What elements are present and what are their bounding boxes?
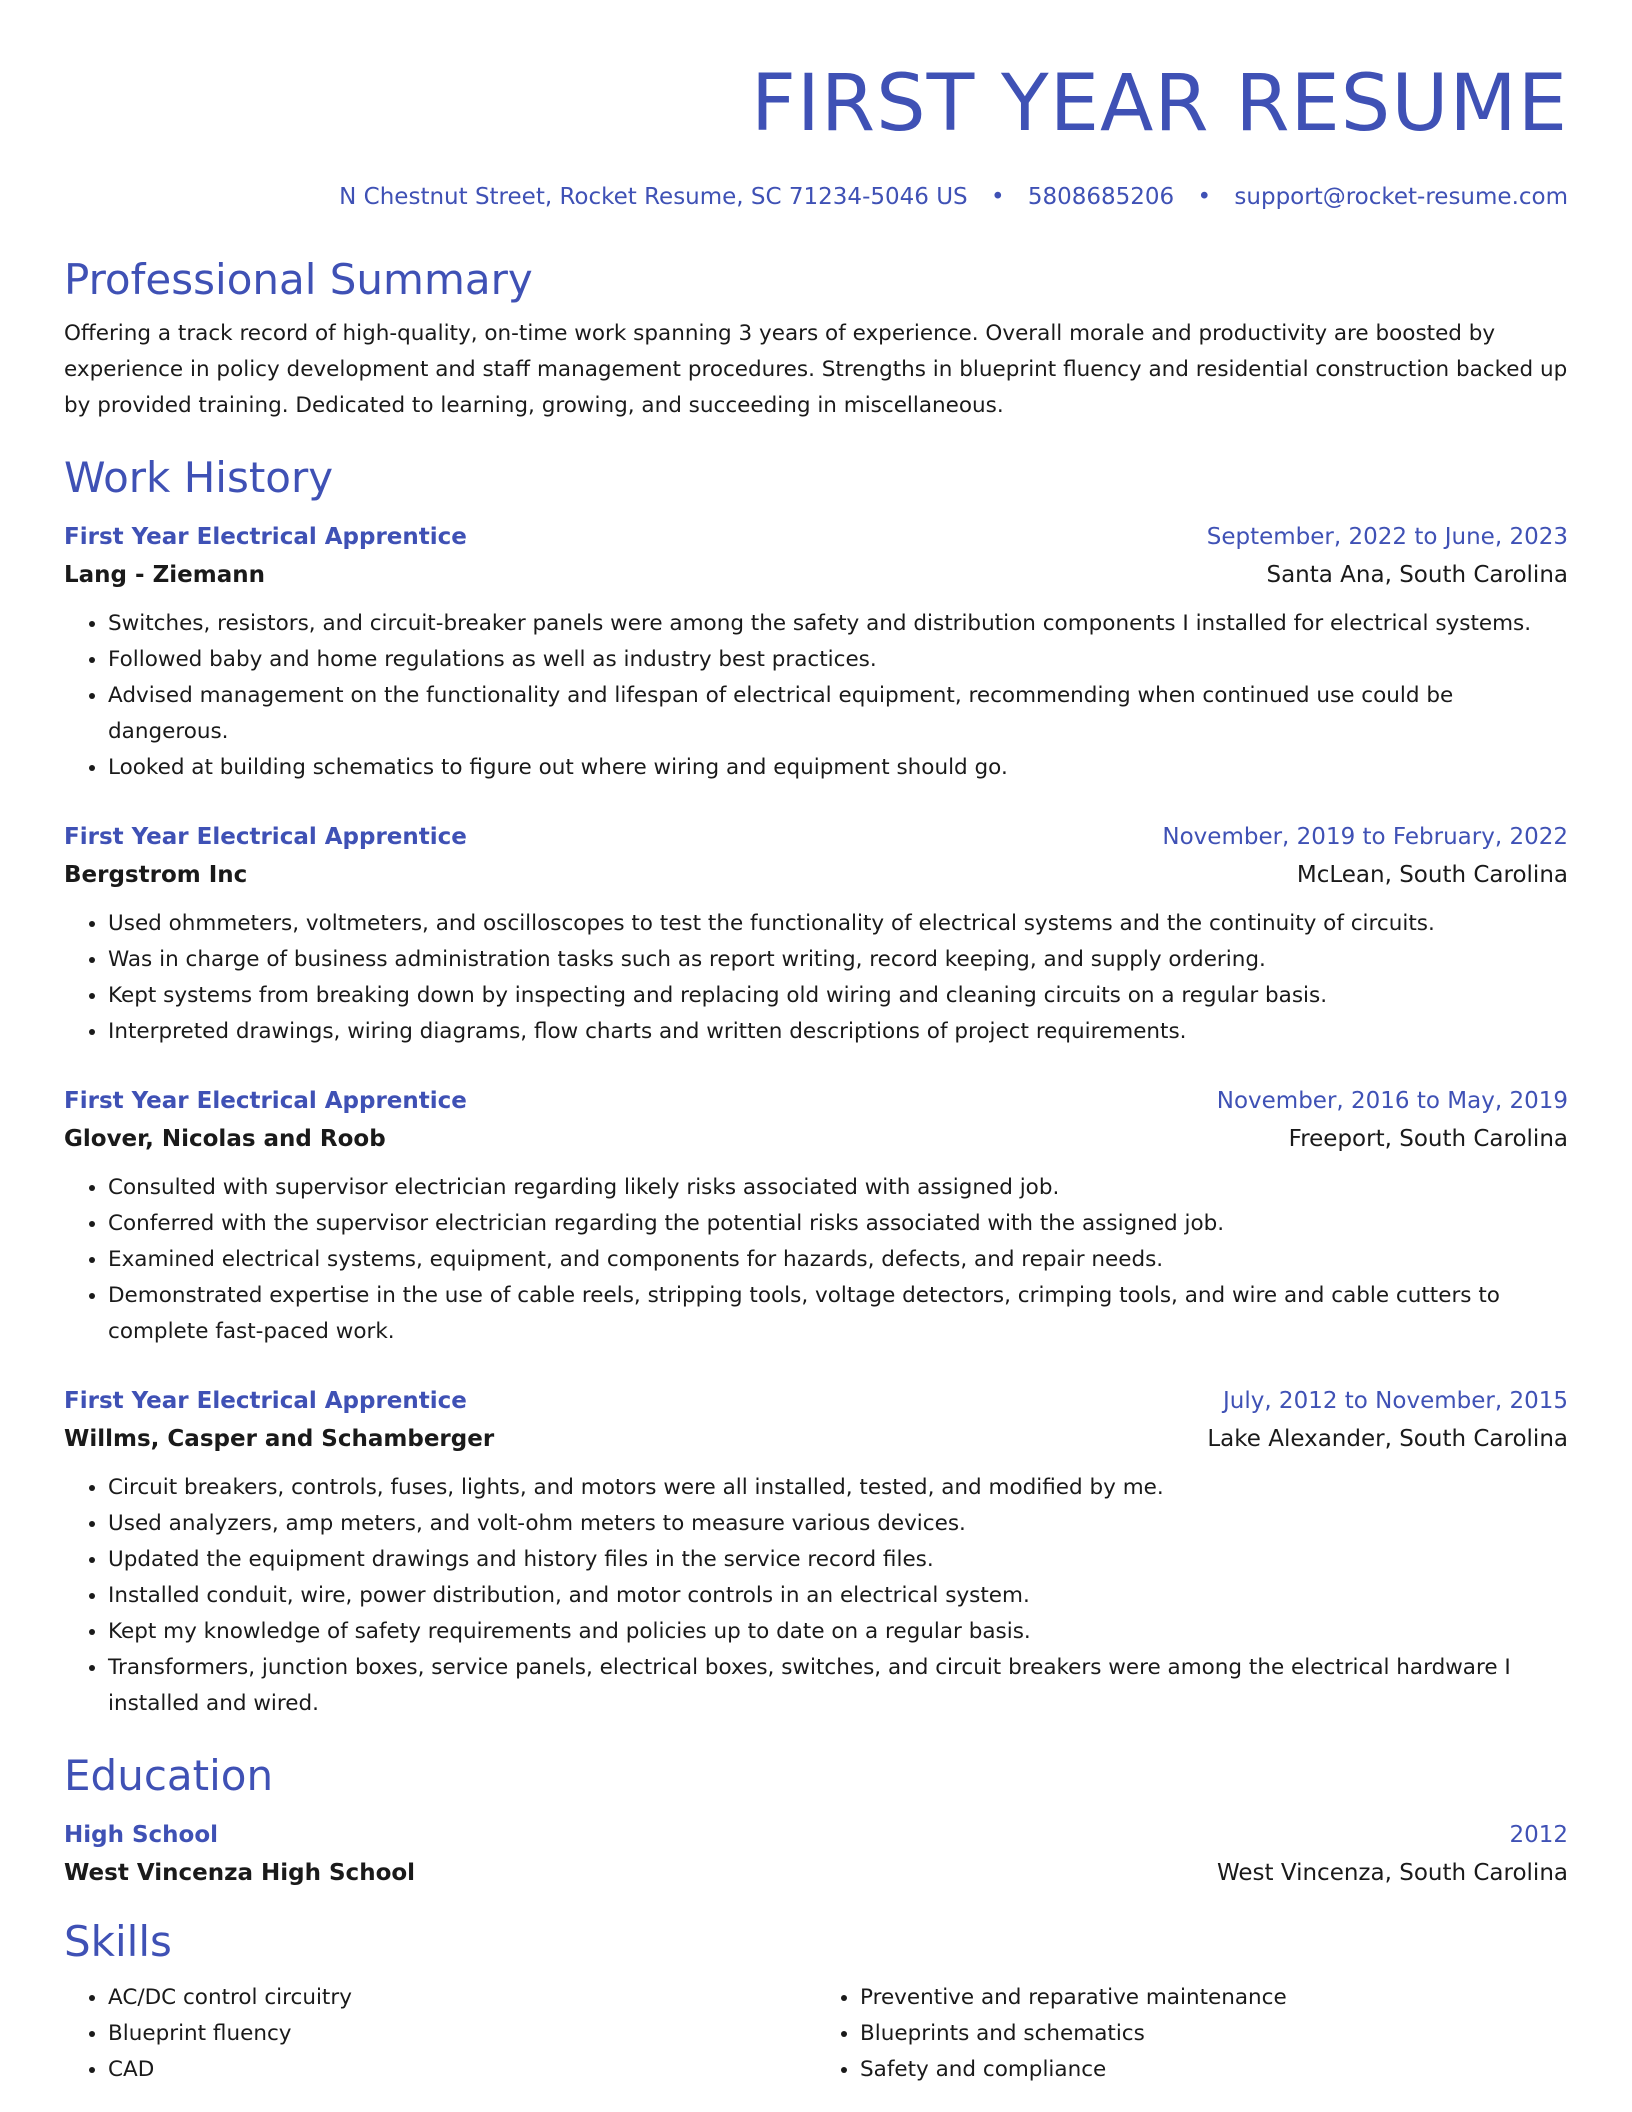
- job-location: Lake Alexander, South Carolina: [1207, 1426, 1568, 1452]
- address: N Chestnut Street, Rocket Resume, SC 71234-5046 US: [339, 184, 968, 210]
- list-item: • Preventive and reparative maintenance: [860, 1980, 1568, 2016]
- list-item: • Kept systems from breaking down by inspecting and replacing old wiring and cleaning circuits on a regular basis.: [108, 978, 1568, 1014]
- list-item: • CAD: [108, 2052, 816, 2088]
- list-item: • Blueprints and schematics: [860, 2016, 1568, 2052]
- job-bullets: [64, 1470, 1568, 1722]
- job-bullets: [64, 1170, 1568, 1350]
- job-entry: [64, 1082, 1568, 1350]
- job-entry: [64, 1382, 1568, 1722]
- section-title-summary: Professional Summary: [64, 255, 533, 304]
- job-company: Glover, Nicolas and Roob: [64, 1126, 386, 1152]
- job-role: First Year Electrical Apprentice: [64, 1388, 467, 1414]
- bullet-separator: •: [1197, 184, 1212, 210]
- list-item: • AC/DC control circuitry: [108, 1980, 816, 2016]
- education-entry: [64, 1816, 1568, 1892]
- bullet-separator: •: [990, 184, 1005, 210]
- list-item: • Circuit breakers, controls, fuses, lights, and motors were all installed, tested, and modified by me.: [108, 1470, 1568, 1506]
- job-bullets: [64, 606, 1568, 786]
- list-item: • Followed baby and home regulations as well as industry best practices.: [108, 642, 1568, 678]
- summary-text: Offering a track record of high-quality, on-time work spanning 3 years of experience. Overall morale and productivity are boosted by experience in policy development and staff management procedures. Strengths in blueprint fluency and residential construction backed up by provided training. Dedicated to learning, growing, and succeeding in miscellaneous.: [64, 321, 1568, 418]
- job-company: Lang - Ziemann: [64, 562, 265, 588]
- education-degree: High School: [64, 1822, 219, 1848]
- job-dates: September, 2022 to June, 2023: [1206, 524, 1568, 550]
- section-title-education: Education: [64, 1751, 274, 1800]
- job-role: First Year Electrical Apprentice: [64, 1088, 467, 1114]
- list-item: • Examined electrical systems, equipment, and components for hazards, defects, and repair needs.: [108, 1242, 1568, 1278]
- list-item: • Kept my knowledge of safety requirements and policies up to date on a regular basis.: [108, 1614, 1568, 1650]
- list-item: • Looked at building schematics to figure out where wiring and equipment should go.: [108, 750, 1568, 786]
- list-item: • Interpreted drawings, wiring diagrams, flow charts and written descriptions of project requirements.: [108, 1014, 1568, 1050]
- email-link[interactable]: support@rocket-resume.com: [1234, 184, 1568, 210]
- job-entry: [64, 818, 1568, 1050]
- list-item: • Safety and compliance: [860, 2052, 1568, 2088]
- job-dates: November, 2019 to February, 2022: [1162, 824, 1568, 850]
- education-school: West Vincenza High School: [64, 1860, 416, 1886]
- job-bullets: [64, 906, 1568, 1050]
- education-year: 2012: [1509, 1822, 1568, 1848]
- education-location: West Vincenza, South Carolina: [1217, 1860, 1568, 1886]
- list-item: • Used analyzers, amp meters, and volt-ohm meters to measure various devices.: [108, 1506, 1568, 1542]
- skills-list: [64, 1980, 1568, 2088]
- job-company: Willms, Casper and Schamberger: [64, 1426, 495, 1452]
- skills-column-left: [64, 1980, 816, 2088]
- job-location: Freeport, South Carolina: [1288, 1126, 1568, 1152]
- list-item: • Demonstrated expertise in the use of cable reels, stripping tools, voltage detectors, crimping tools, and wire and cable cutters to complete fast-paced work.: [108, 1278, 1568, 1350]
- section-title-skills: Skills: [64, 1917, 172, 1966]
- list-item: • Blueprint fluency: [108, 2016, 816, 2052]
- list-item: • Switches, resistors, and circuit-breaker panels were among the safety and distribution components I installed for electrical systems.: [108, 606, 1568, 642]
- list-item: • Used ohmmeters, voltmeters, and oscilloscopes to test the functionality of electrical systems and the continuity of circuits.: [108, 906, 1568, 942]
- list-item: • Advised management on the functionality and lifespan of electrical equipment, recommending when continued use could be dangerous.: [108, 678, 1568, 750]
- job-location: Santa Ana, South Carolina: [1266, 562, 1568, 588]
- job-location: McLean, South Carolina: [1296, 862, 1568, 888]
- resume-title: FIRST YEAR RESUME: [751, 59, 1568, 149]
- list-item: • Was in charge of business administration tasks such as report writing, record keeping, and supply ordering.: [108, 942, 1568, 978]
- list-item: • Updated the equipment drawings and history files in the service record files.: [108, 1542, 1568, 1578]
- job-role: First Year Electrical Apprentice: [64, 824, 467, 850]
- phone: 5808685206: [1027, 184, 1175, 210]
- section-title-work-history: Work History: [64, 453, 334, 502]
- job-role: First Year Electrical Apprentice: [64, 524, 467, 550]
- list-item: • Conferred with the supervisor electrician regarding the potential risks associated with the assigned job.: [108, 1206, 1568, 1242]
- job-dates: July, 2012 to November, 2015: [1222, 1388, 1568, 1414]
- list-item: • Consulted with supervisor electrician regarding likely risks associated with assigned job.: [108, 1170, 1568, 1206]
- skills-column-right: [816, 1980, 1568, 2088]
- job-company: Bergstrom Inc: [64, 862, 248, 888]
- list-item: • Transformers, junction boxes, service panels, electrical boxes, switches, and circuit breakers were among the electrical hardware I installed and wired.: [108, 1650, 1568, 1722]
- list-item: • Installed conduit, wire, power distribution, and motor controls in an electrical system.: [108, 1578, 1568, 1614]
- job-dates: November, 2016 to May, 2019: [1216, 1088, 1568, 1114]
- job-entry: [64, 518, 1568, 786]
- contact-line: [64, 180, 1568, 214]
